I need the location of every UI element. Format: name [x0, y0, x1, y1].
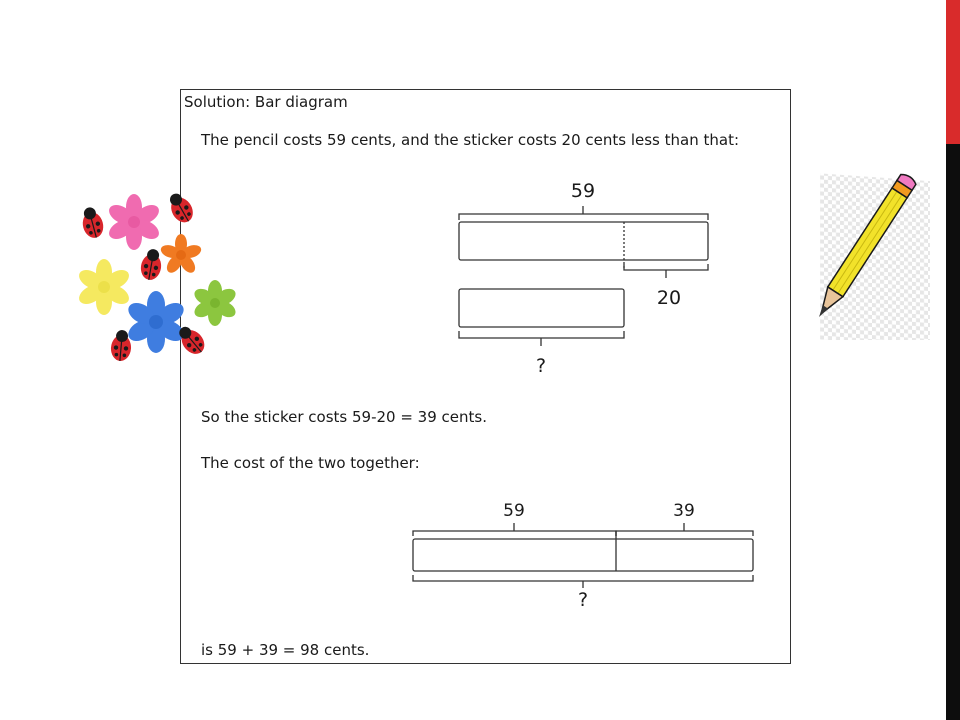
pencil-icon	[800, 170, 935, 340]
label-question-b: ?	[577, 589, 589, 611]
transparency-backdrop	[820, 173, 930, 340]
label-59-b: 59	[503, 501, 525, 521]
problem-statement: The pencil costs 59 cents, and the sticker costs 20 cents less than that:	[201, 131, 740, 149]
ladybug-icon	[164, 189, 197, 226]
orange-flower-icon	[159, 234, 203, 276]
dark-edge-bar	[946, 144, 960, 720]
brace-sticker-2	[616, 523, 753, 536]
ladybug-icon	[79, 205, 106, 240]
label-20: 20	[656, 287, 682, 309]
green-flower-icon	[192, 280, 239, 326]
flowers-and-ladybugs-icon	[70, 180, 245, 375]
pencil-bar-2	[413, 539, 753, 571]
sticker-cost-text: So the sticker costs 59-20 = 39 cents.	[201, 408, 487, 426]
brace-pencil-2	[413, 523, 616, 536]
label-39: 39	[673, 501, 695, 521]
blue-flower-icon	[125, 291, 188, 353]
ladybug-icon	[139, 248, 164, 282]
label-question: ?	[535, 355, 547, 377]
answer-text: is 59 + 39 = 98 cents.	[201, 641, 370, 659]
brace-total	[413, 575, 753, 588]
accent-bar	[946, 0, 960, 144]
label-59: 59	[570, 180, 596, 202]
bar-diagram-2	[181, 90, 792, 665]
solution-document	[180, 89, 791, 664]
yellow-flower-icon	[76, 259, 132, 315]
total-intro-text: The cost of the two together:	[201, 454, 420, 472]
pink-flower-icon	[106, 194, 162, 250]
solution-title: Solution: Bar diagram	[184, 93, 348, 111]
